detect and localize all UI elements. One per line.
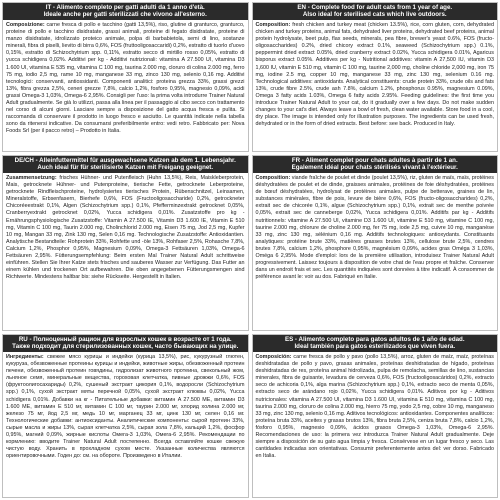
panel-ru [2, 334, 249, 498]
panel-de [2, 155, 249, 331]
panel-body-fr [253, 173, 498, 330]
panel-header-es [253, 335, 498, 352]
panel-title-ru: RU - Полноценный рацион для взрослых кошек в возрасте от 1 года. [18, 336, 232, 343]
panel-subtitle-fr: Également idéal pour chats stérilisés vivant à l'extérieur. [291, 164, 458, 171]
composition-label-fr: Composition: [255, 175, 291, 181]
panel-fr [252, 155, 499, 331]
panel-title-it: IT - Alimento completo per gatti adulti da 1 anno d'età. [45, 4, 205, 11]
composition-label-es: Composición: [255, 354, 292, 360]
panel-en [252, 2, 499, 152]
panel-body-ru [3, 352, 248, 497]
composition-text-en: fresh chicken and turkey meat (chicken 13.5%), rice, corn gluten, corn, dehydrated chicken and turkey proteins, animal fats, dehydrated liver proteins, dehydrated beef proteins, animal protein hydrolysate, beet pulp, flax seeds, minerals, pea fibre, brewer's yeast 0.6%, FOS (fructo-oligosaccharides) 0.2%, dried chicory extract 0.1%, seaweed (Schizochytrium spp.) 0.1%, peppermint dried extract 0.05%, dried cranberry extract 0.02%, Yucca schidigera 0.01%, Agaricus bisporus extract 0.05%. Additives per kg - Nutritional additives: vitamin A 27,500 IU, vitamin D3 1,600 IU, vitamin E 510 mg, vitamin C 100 mg, taurine 2,000 mg, choline chloride 2,000 mg, iron 75 mg, iodine 2.5 mg, copper 10 mg, manganese 33 mg, zinc 130 mg, selenium 0.16 mg. Technological additives: antioxidants. Analytical constituents: crude protein 33%, crude oils and fats 13%, crude fibre 2.5%, crude ash 7.8%, calcium 1.2%, phosphorus 0.95%, magnesium 0.09%, Omega 3 fatty acids 1.03%, Omega 6 fatty acids 2.95%. Feeding guidelines: the first time you introduce Trainer Natural Adult to your cat, do it gradually over a few days. Do not make sudden changes to your cat's diet. Always leave a bowl of fresh, clean water available. Store food in a cool, dry place. The image is intended only for illustration purposes. The ingredients can be used fresh, dehydrated or in the form of dried extracts. Best before: see back. Produced in Italy. [255, 22, 495, 128]
panel-body-de [3, 173, 248, 330]
panel-header-en [253, 3, 498, 20]
panel-title-fr: FR - Aliment complet pour chats adultes à partir de 1 an. [291, 157, 458, 164]
panel-subtitle-en: Also ideal for sterilised cats which live outdoors. [302, 11, 447, 18]
panel-body-it [3, 20, 248, 151]
panel-header-it [3, 3, 248, 20]
composition-text-fr: viande fraîche de poulet et dinde (poulet 13,5%), riz, gluten de maïs, maïs, protéines déshydratées de poulet et de dinde, graisses animales, protéines de foie déshydratées, protéines de bœuf déshydratées, hydrolysat de protéines animales, pulpe de betterave, graines de lin, substances minérales, fibre de pois, levure de bière 0,6%, FOS (fructo-oligosaccharides) 0,2%, extrait sec de chicorée 0,1%, algue (Schizochytrium spp.) 0,1%, extrait sec de menthe poivrée 0,05%, extrait sec de canneberge 0,02%, Yucca schidigera 0,01%. Additifs par kg - Additifs nutritionnels: vitamine A 27.500 UI, vitamine D3 1.600 UI, vitamine E 510 mg, vitamine C 100 mg, taurine 2.000 mg, chlorure de choline 2.000 mg, fer 75 mg, iode 2,5 mg, cuivre 10 mg, manganèse 33 mg, zinc 130 mg, sélénium 0,16 mg. Additifs technologiques: antioxydants. Constituants analytiques: protéine brute 33%, matières grasses brutes 13%, cellulose brute 2,5%, cendres brutes 7,8%, calcium 1,2%, phosphore 0,95%, magnésium 0,09%, acides gras Oméga 3 1,03%, Oméga 6 2,95%. Mode d'emploi: lors de la première utilisation, introduisez Trainer Natural Adult progressivement. Laissez toujours à disposition de votre chat de l'eau propre et fraîche. Conserver dans un endroit frais et sec. Les quantités indiquées sont données à titre indicatif. À consommer de préférence avant le: voir au dos. Fabriqué en Italie. [255, 175, 494, 281]
panel-body-en [253, 20, 498, 151]
composition-text-de: frisches Hühner- und Putenfleisch (Huhn 13,5%), Reis, Maiskleberprotein, Mais, getrocknete Hühner- und Putenproteine, tierische Fette, getrocknete Leberproteine, getrocknete Rindfleischproteine, hydrolysiertes tierisches Protein, Rübenschnitzel, Leinsamen, Mineralstoffe, Erbsenfasern, Bierhefe 0,6%, FOS (Fructooligosaccharide) 0,2%, getrockneter Chicoréeextrakt 0,1%, Algen (Schizochytrium spp.) 0,1%, Pfefferminzextrakt getrocknet 0,05%, Cranberryextrakt getrocknet 0,02%, Yucca schidigera 0,01%. Zusatzstoffe pro kg - Ernährungsphysiologische Zusatzstoffe: Vitamin A 27.500 IE, Vitamin D3 1.600 IE, Vitamin E 510 mg, Vitamin C 100 mg, Taurin 2.000 mg, Cholinchlorid 2.000 mg, Eisen 75 mg, Jod 2,5 mg, Kupfer 10 mg, Mangan 33 mg, Zink 130 mg, Selen 0,16 mg. Technologische Zusatzstoffe: Antioxidantien. Analytische Bestandteile: Rohprotein 33%, Rohfette und -öle 13%, Rohfaser 2,5%, Rohasche 7,8%, Calcium 1,2%, Phosphor 0,95%, Magnesium 0,09%, Omega-3 Fettsäuren 1,03%, Omega-6 Fettsäuren 2,95%. Fütterungsempfehlung: Beim ersten Mal Trainer Natural Adult schrittweise einführen. Stellen Sie Ihrer Katze stets frisches und sauberes Wasser zur Verfügung. Das Futter an einem kühlen und trockenen Ort aufbewahren. Die oben angegebenen Fütterungsmengen sind Richtwerte. Mindestens haltbar bis: siehe Rückseite. Hergestellt in Italien. [6, 175, 245, 281]
composition-text-it: carne fresca di pollo e tacchino (gatti 13,5%), riso, glutine di granturco, granturco, proteine di pollo e tacchino disidratate, grassi animali, proteine di fegato disidratate, proteine di manzo disidratate, idrolizzato proteico animale, polpa di barbabietola, semi di lino, sostanze minerali, fibra di piselli, lievito di birra 0,6%, FOS (fruttooligosaccaridi) 0,2%, estratto di tuorlo d'uovo 0,15%, estratto di Schizochytrium spp. 0,11%, estratto secco di mirtillo rosso 0,05%, estratto di yucca schidigera 0,02%. Additivi per kg - Additivi nutrizionali: vitamina A 27.500 UI, vitamina D3 1.600 UI, vitamina E 535 mg, vitamina C 100 mg, taurina 2.000 mg, cloruro di colina 2.000 mg, ferro 75 mg, iodio 2,5 mg, rame 10 mg, manganese 33 mg, zinco 130 mg, selenio 0,16 mg. Additivi tecnologici: conservanti, antiossidanti. Componenti analitici: proteina grezza 33%, grassi grezzi 13%, fibra grezza 2,5%, ceneri grezze 7,8%, calcio 1,2%, fosforo 0,95%, magnesio 0,09%, acidi grassi Omega-3 1,03%, Omega-6 2,95%. Consigli per l'uso: la prima volta introdurre Trainer Natural Adult gradualmente. Se già lo utilizzi, passa alla linea per il passaggio al cibo secco con trattamento nel corso di alcuni giorni. Lasciare sempre a disposizione del gatto acqua fresca e pulita. Si raccomanda di conservare il prodotto in luogo fresco e asciutto. Le quantità indicate nella tabella sono da ritenersi indicative. Da consumarsi preferibilmente entro: vedi retro. Fabbricato per: Nova Foods Srl (per il pacco retro) – Prodotto in Italia. [6, 22, 245, 135]
panel-title-en: EN - Complete food for adult cats from 1 year of age. [297, 4, 453, 11]
panel-body-es [253, 352, 498, 497]
panel-subtitle-de: Auch ideal für für sterilisierte Katzen mit Freigang geeignet. [37, 164, 214, 171]
composition-label-it: Composizione: [6, 22, 45, 28]
panel-subtitle-it: Ideale anche per gatti sterilizzati che vivono all'esterno. [43, 11, 207, 18]
panel-header-de [3, 156, 248, 173]
panel-subtitle-es: Ideal también para gatos esterilizados que viven fuera. [294, 343, 456, 350]
composition-text-ru: свежее мясо курицы и индейки (курица 13,5%), рис, кукурузный глютен, кукуруза, обезвоженные протеины курицы и индейки, животные жиры, обезвоженный протеин печени, обезвоженный протеин говядины, гидролизат животного протеина, свекольный жом, льняное семя, минеральные вещества, гороховая клетчатка, пивные дрожжи 0,6%, FOS (фруктоолигосахариды) 0,2%, сушеный экстракт цикория 0,1%, водоросли (Schizochytrium spp.) 0,1%, сухой экстракт мяты перечной 0,05%, сухой экстракт клюквы 0,02%, Yucca schidigera 0,01%. Добавки на кг - Питательные добавки: витамин A 27.500 МЕ, витамин D3 1.600 МЕ, витамин E 510 мг, витамин C 100 мг, таурин 2.000 мг, хлорид холина 2.000 мг, железо 75 мг, йод 2,5 мг, медь 10 мг, марганец 33 мг, цинк 130 мг, селен 0,16 мг. Технологические добавки: антиоксиданты. Аналитические компоненты: сырой протеин 33%, сырые масла и жиры 13%, сырая клетчатка 2,5%, сырая зола 7,8%, кальций 1,2%, фосфор 0,95%, магний 0,09%, жирные кислоты Омега-3 1,03%, Омега-6 2,95%. Рекомендации по кормлению: вводите Trainer Natural Adult постепенно. Всегда оставляйте кошке свежую чистую воду. Хранить в прохладном сухом месте. Указанные количества являются ориентировочными. Годен до: см. на обороте. Произведено в Италии. [6, 354, 245, 460]
panel-header-ru [3, 335, 248, 352]
composition-text-es: carne fresca de pollo y pavo (pollo 13,5%), arroz, gluten de maíz, maíz, proteínas deshidratadas de pollo y pavo, grasas animales, proteínas deshidratadas de hígado, proteínas deshidratadas de res, proteína animal hidrolizada, pulpa de remolacha, semillas de lino, sustancias minerales, fibra de guisante, levadura de cerveza 0,6%, FOS (fructooligosacáridos) 0,2%, extracto seco de achicoria 0,1%, alga marina (Schizochytrium spp.) 0,1%, extracto seco de menta 0,05%, extracto seco de arándano rojo 0,02%, Yucca schidigera 0,01%. Aditivos por kg - Aditivos nutricionales: vitamina A 27.500 UI, vitamina D3 1.600 UI, vitamina E 510 mg, vitamina C 100 mg, taurina 2.000 mg, cloruro de colina 2.000 mg, hierro 75 mg, yodo 2,5 mg, cobre 10 mg, manganeso 33 mg, zinc 130 mg, selenio 0,16 mg. Aditivos tecnológicos: antioxidantes. Componentes analíticos: proteína bruta 33%, aceites y grasas brutos 13%, fibra bruta 2,5%, ceniza bruta 7,8%, calcio 1,2%, fósforo 0,95%, magnesio 0,09%, ácidos grasos Omega-3 1,03%, Omega-6 2,95%. Recomendaciones de uso: la primera vez introduzca Trainer Natural Adult gradualmente. Deje siempre a disposición de su gato agua limpia y fresca. Consérvese en un lugar fresco y seco. Las cantidades indicadas son orientativas. Consumir preferentemente antes del: ver dorso. Fabricado en Italia. [255, 354, 494, 460]
panel-title-de: DE/CH - Alleinfuttermittel für ausgewachsene Katzen ab dem 1. Lebensjahr. [14, 157, 236, 164]
panel-es [252, 334, 499, 498]
panel-subtitle-ru: Также подходит для стерилизованных кошек, часто бывающих на улице. [12, 343, 239, 350]
composition-label-ru: Ингредиенты: [6, 354, 44, 360]
panel-title-es: ES - Alimento completo para gatos adultos de 1 año de edad. [284, 336, 465, 343]
panel-header-fr [253, 156, 498, 173]
panel-it [2, 2, 249, 152]
composition-label-en: Composition: [255, 22, 291, 28]
composition-label-de: Zusammensetzung: [6, 175, 57, 181]
